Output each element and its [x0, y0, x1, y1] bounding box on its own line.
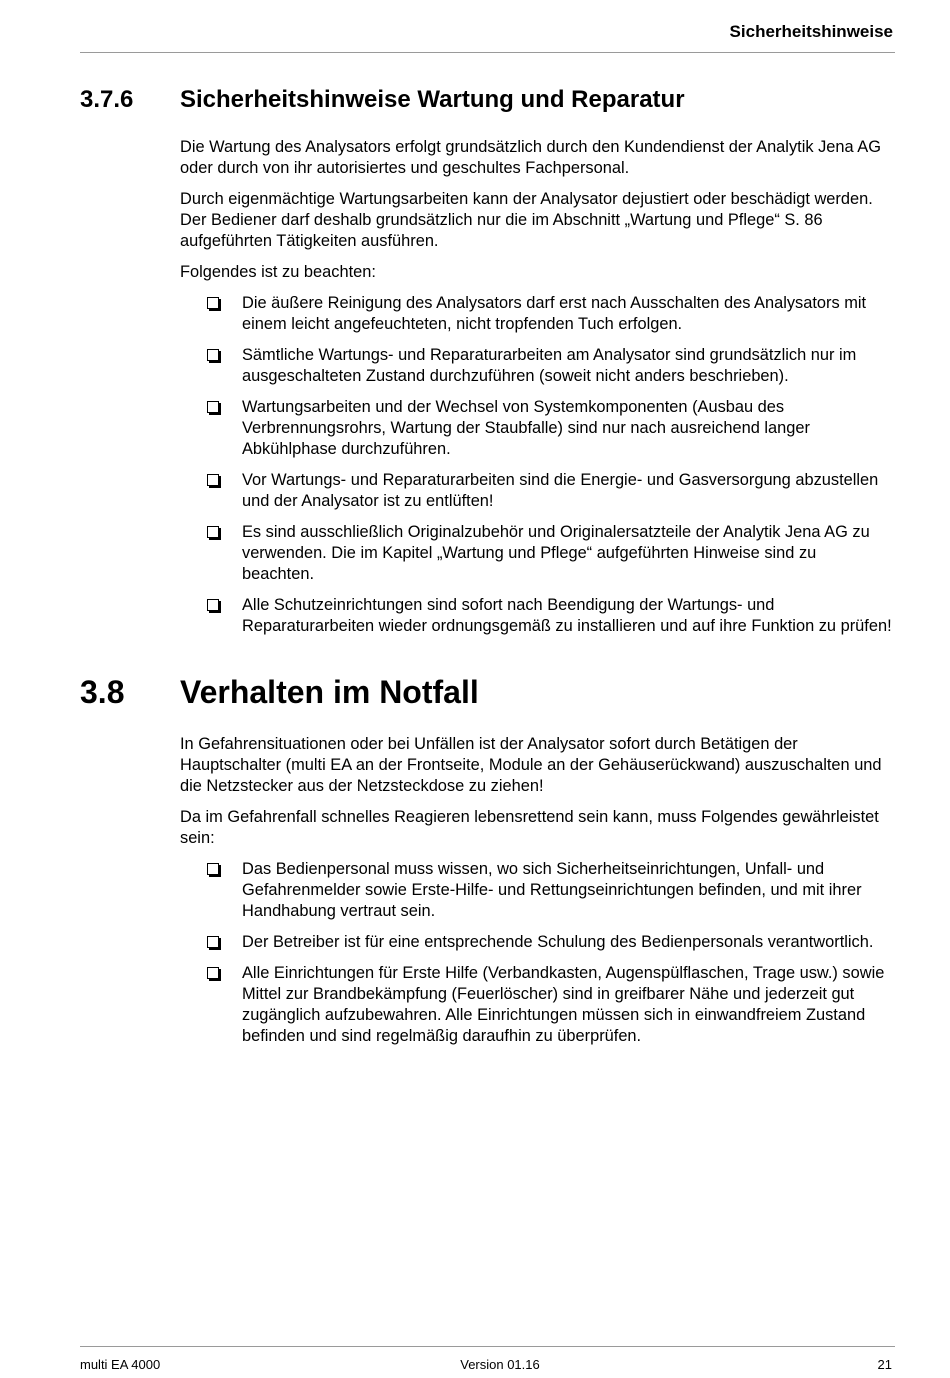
checkbox-bullet-icon [207, 936, 219, 948]
paragraph: Da im Gefahrenfall schnelles Reagieren lebensrettend sein kann, muss Folgendes gewährleistet sein: [180, 808, 879, 847]
checkbox-bullet-icon [207, 599, 219, 611]
list-item-text: Die äußere Reinigung des Analysators darf erst nach Ausschalten des Analysators mit einem leicht angefeuchteten, nicht tropfenden Tuch erfolgen. [242, 294, 867, 333]
header-divider [80, 52, 895, 53]
paragraph: Durch eigenmächtige Wartungsarbeiten kann der Analysator dejustiert oder beschädigt werden. Der Bediener darf deshalb grundsätzlich nur die im Abschnitt „Wartung und Pflege“ S. 86 aufgeführten Tätigkeiten ausführen. [180, 190, 873, 250]
checkbox-bullet-icon [207, 401, 219, 413]
section-body-3-7-6 [180, 137, 892, 647]
checkbox-bullet-icon [207, 863, 219, 875]
footer-version: Version 01.16 [460, 1357, 540, 1372]
section-number: 3.7.6 [80, 86, 134, 113]
list-item-text: Alle Einrichtungen für Erste Hilfe (Verbandkasten, Augenspülflaschen, Trage usw.) sowie Mittel zur Brandbekämpfung (Feuerlöscher) sind in greifbarer Nähe und jederzeit gut zugänglich aufzubewahren. Alle Einrichtungen müssen sich in einwandfreiem Zustand befinden und sind regelmäßig daraufhin zu überprüfen. [242, 964, 885, 1045]
section-number: 3.8 [80, 674, 125, 710]
checkbox-bullet-icon [207, 349, 219, 361]
list-item [180, 963, 892, 1047]
list-item-text: Das Bedienpersonal muss wissen, wo sich Sicherheitseinrichtungen, Unfall- und Gefahrenmelder sowie Erste-Hilfe- und Rettungseinrichtungen befinden, und mit ihrer Handhabung vertraut sein. [242, 860, 862, 920]
section-title: Verhalten im Notfall [180, 674, 479, 710]
list-item [180, 397, 892, 460]
list-item [180, 345, 892, 387]
list-item [180, 522, 892, 585]
list-item-text: Der Betreiber ist für eine entsprechende Schulung des Bedienpersonals verantwortlich. [242, 933, 874, 951]
checkbox-bullet-icon [207, 474, 219, 486]
section-body-3-8 [180, 734, 892, 1057]
checkbox-bullet-icon [207, 526, 219, 538]
list-item-text: Alle Schutzeinrichtungen sind sofort nach Beendigung der Wartungs- und Reparaturarbeiten wieder ordnungsgemäß zu installieren und auf ihre Funktion zu prüfen! [242, 596, 892, 635]
list-item-text: Sämtliche Wartungs- und Reparaturarbeiten am Analysator sind grundsätzlich nur im ausgeschalteten Zustand durchzuführen (soweit nicht anders beschrieben). [242, 346, 857, 385]
footer-divider [80, 1346, 895, 1347]
checklist [180, 859, 892, 1047]
list-item-text: Es sind ausschließlich Originalzubehör und Originalersatzteile der Analytik Jena AG zu verwenden. Die im Kapitel „Wartung und Pflege“ aufgeführten Hinweise sind zu beachten. [242, 523, 870, 583]
paragraph: Folgendes ist zu beachten: [180, 263, 376, 281]
paragraph: Die Wartung des Analysators erfolgt grundsätzlich durch den Kundendienst der Analytik Jena AG oder durch von ihr autorisiertes und geschultes Fachpersonal. [180, 138, 881, 177]
list-item-text: Vor Wartungs- und Reparaturarbeiten sind die Energie- und Gasversorgung abzustellen und der Analysator ist zu entlüften! [242, 471, 879, 510]
footer-product: multi EA 4000 [80, 1357, 161, 1372]
section-title: Sicherheitshinweise Wartung und Reparatur [180, 86, 685, 113]
footer-page-number: 21 [877, 1357, 892, 1372]
checkbox-bullet-icon [207, 967, 219, 979]
list-item-text: Wartungsarbeiten und der Wechsel von Systemkomponenten (Ausbau des Verbrennungsrohrs, Wartung der Staubfalle) sind nur nach ausreichend langer Abkühlphase durchzuführen. [242, 398, 810, 458]
list-item [180, 932, 892, 953]
list-item [180, 595, 892, 637]
list-item [180, 859, 892, 922]
checkbox-bullet-icon [207, 297, 219, 309]
checklist [180, 293, 892, 637]
list-item [180, 293, 892, 335]
paragraph: In Gefahrensituationen oder bei Unfällen ist der Analysator sofort durch Betätigen der Hauptschalter (multi EA an der Frontseite, Module an der Gehäuserückwand) auszuschalten und die Netzstecker aus der Netzsteckdose zu ziehen! [180, 735, 882, 795]
page-header-title: Sicherheitshinweise [729, 22, 893, 41]
list-item [180, 470, 892, 512]
